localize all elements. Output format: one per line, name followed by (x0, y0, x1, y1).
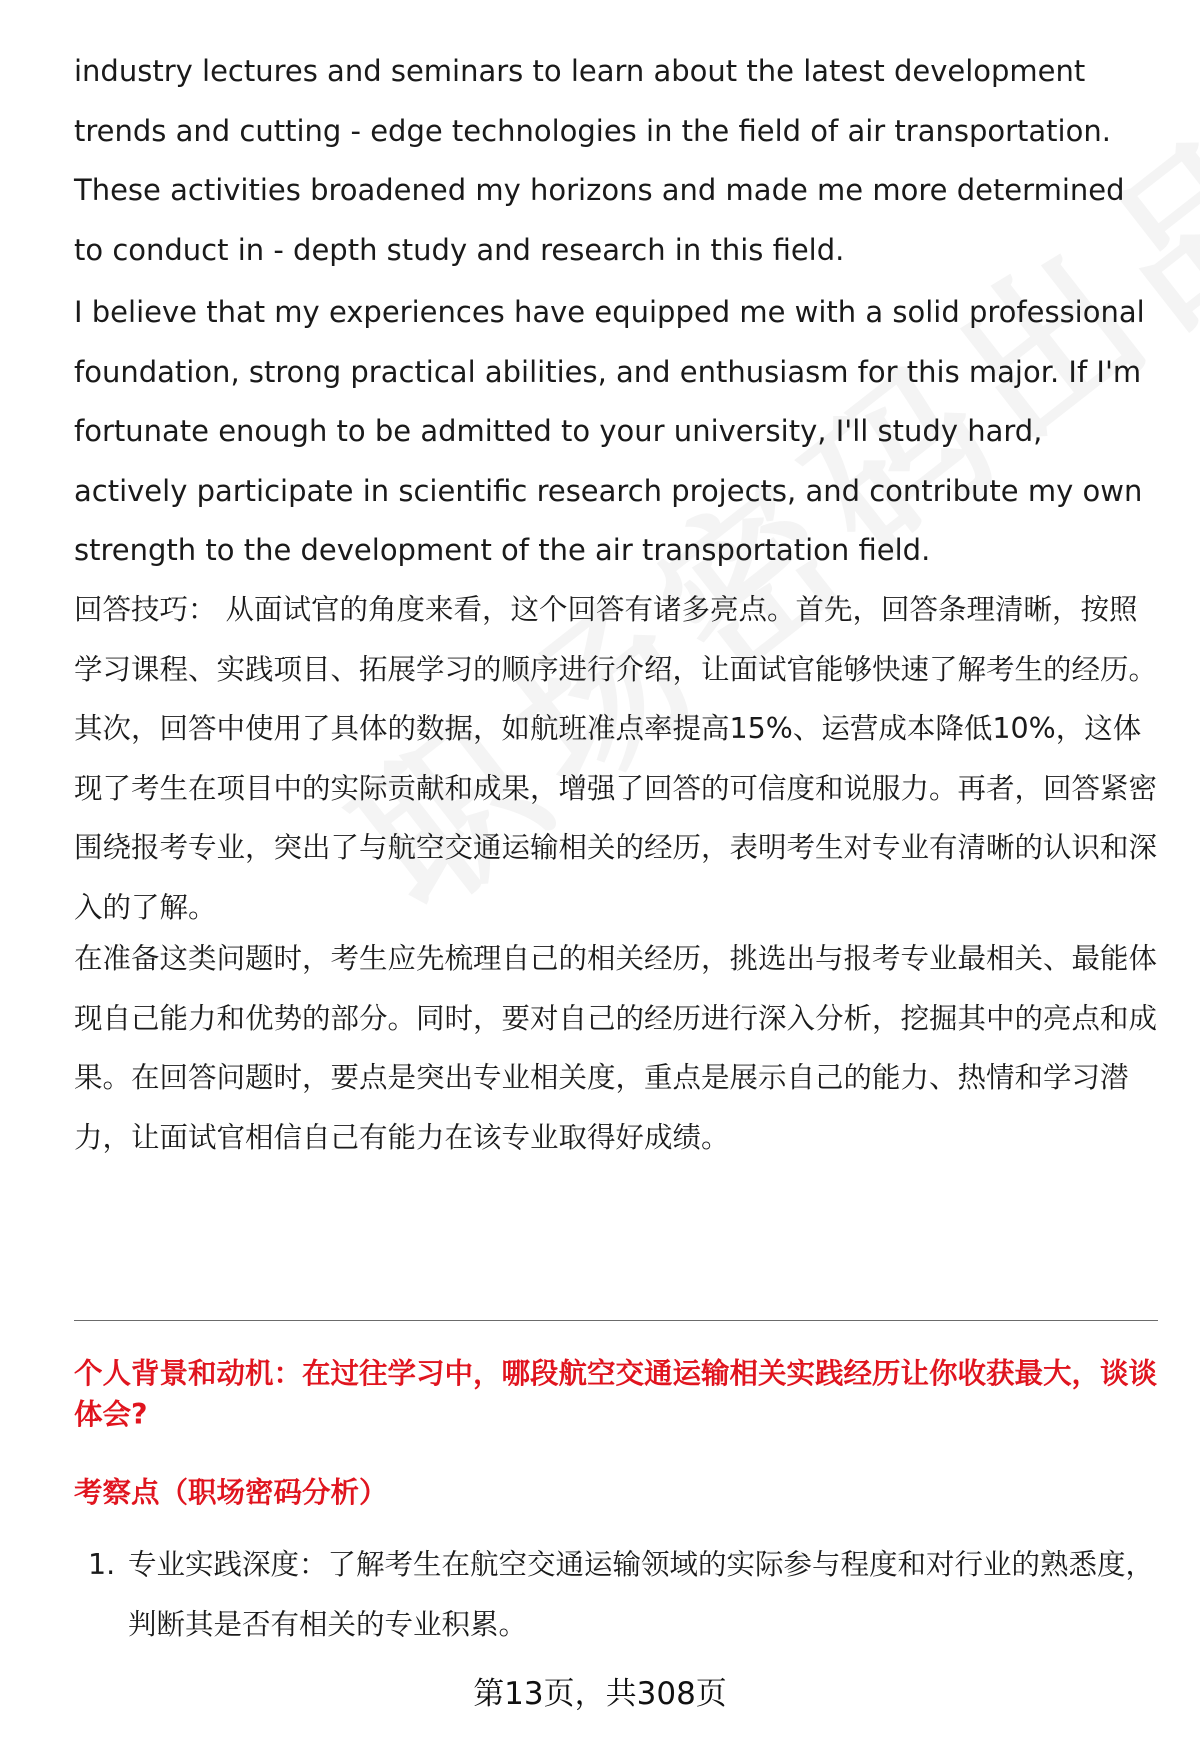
page-footer: 第13页，共308页 (473, 1676, 727, 1712)
section-divider (74, 1320, 1158, 1321)
paragraph-answer-tips: 回答技巧： 从面试官的角度来看，这个回答有诸多亮点。首先，回答条理清晰，按照学习课程、实践项目、拓展学习的顺序进行介绍，让面试官能够快速了解考生的经历。其次，回答中使用了具体的数据，如航班准点率提高15%、运营成本降低10%，这体现了考生在项目中的实际贡献和成果，增强了回答的可信度和说服力。再者，回答紧密围绕报考专业，突出了与航空交通运输相关的经历，表明考生对专业有清晰的认识和深入的了解。 (74, 593, 1158, 924)
section-heading: 考察点（职场密码分析） (74, 1476, 388, 1509)
list-item-number: 1. (88, 1548, 116, 1581)
paragraph-preparation-advice: 在准备这类问题时，考生应先梳理自己的相关经历，挑选出与报考专业最相关、最能体现自己能力和优势的部分。同时，要对自己的经历进行深入分析，挖掘其中的亮点和成果。在回答问题时，要点是突出专业相关度，重点是展示自己的能力、热情和学习潜力，让面试官相信自己有能力在该专业取得好成绩。 (74, 942, 1158, 1154)
list-item-text: 专业实践深度：了解考生在航空交通运输领域的实际参与程度和对行业的熟悉度，判断其是否有相关的专业积累。 (128, 1548, 1155, 1641)
paragraph-english-2: I believe that my experiences have equipped me with a solid professional foundation, strong practical abilities, and enthusiasm for this major. If I'm fortunate enough to be admitted to your university, I'll study hard, actively participate in scientific research projects, and contribute my own strength to the development of the air transportation field. (74, 295, 1145, 567)
paragraph-english-1: industry lectures and seminars to learn about the latest development trends and cutting - edge technologies in the field of air transportation. These activities broadened my horizons and made me more determined to conduct in - depth study and research in this field. (74, 54, 1125, 267)
question-heading: 个人背景和动机：在过往学习中，哪段航空交通运输相关实践经历让你收获最大，谈谈体会? (74, 1357, 1158, 1431)
